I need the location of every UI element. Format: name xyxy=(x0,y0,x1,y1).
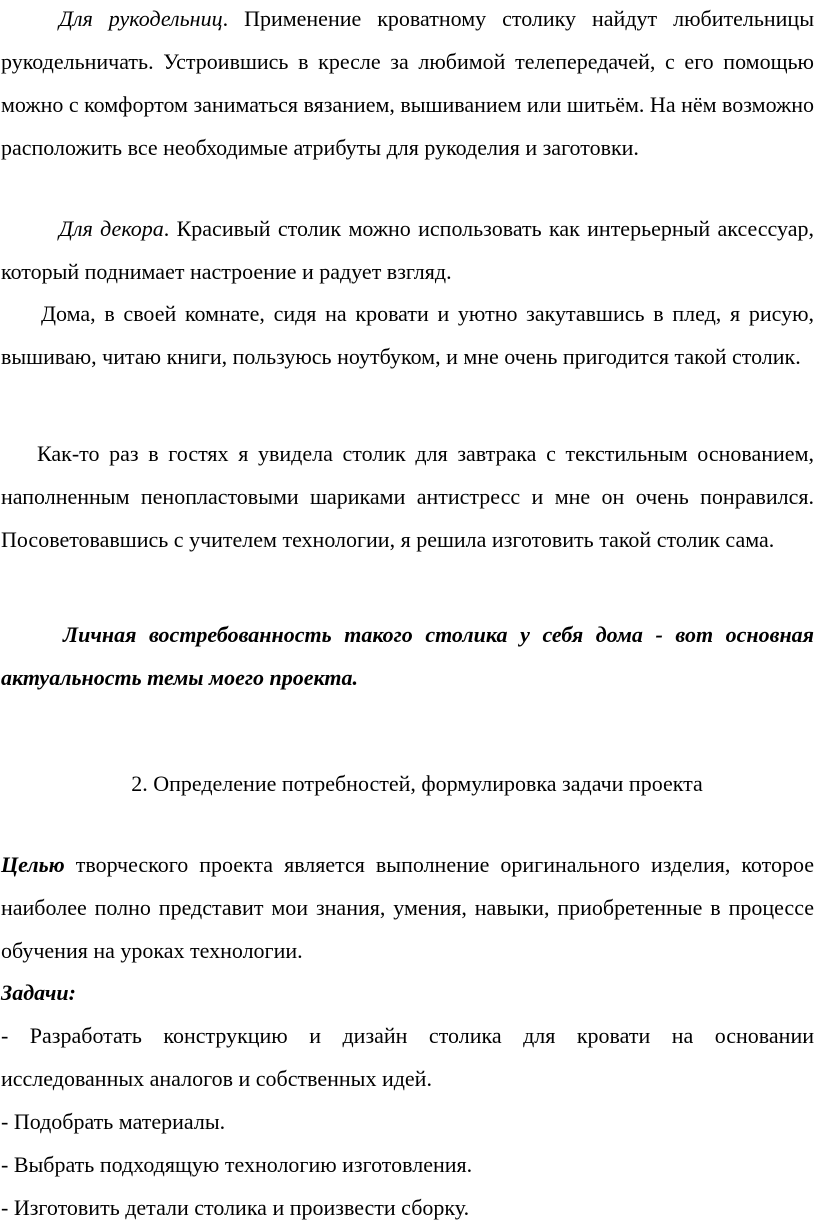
paragraph-lead: Для рукодельниц xyxy=(59,6,223,31)
paragraph-text: Личная востребованность такого столика у себя дома - вот основная актуальность темы моего проекта. xyxy=(1,622,814,690)
paragraph-text: Как-то раз в гостях я увидела столик для завтрака с текстильным основанием, наполненным пенопластовыми шариками антистресс и мне он очень понравился. Посоветовавшись с учителем технологии, я решила изготовить такой столик сама. xyxy=(1,441,814,552)
paragraph-text: творческого проекта является выполнение оригинального изделия, которое наиболее полно представит мои знания, умения, навыки, приобретенные в процессе обучения на уроках технологии. xyxy=(1,852,814,963)
paragraph-text: Дома, в своей комнате, сидя на кровати и уютно закутавшись в плед, я рисую, вышиваю, читаю книги, пользуюсь ноутбуком, и мне очень пригодится такой столик. xyxy=(1,301,814,369)
paragraph-text: . Красивый столик можно использовать как интерьерный аксессуар, который поднимает настроение и радует взгляд. xyxy=(1,216,814,284)
task-item: - Разработать конструкцию и дизайн столика для кровати на основании исследованных аналогов и собственных идей. xyxy=(1,1023,814,1091)
paragraph-lead: Для декора xyxy=(59,216,164,241)
paragraph-handicraft xyxy=(1,0,814,169)
paragraph-text: . Применение кроватному столику найдут любительницы рукодельничать. Устроившись в кресле за любимой телепередачей, с его помощью можно с комфортом заниматься вязанием, вышиванием или шитьём. На нём возможно расположить все необходимые атрибуты для рукоделия и заготовки. xyxy=(1,6,815,160)
task-item: - Изготовить детали столика и произвести сборку. xyxy=(1,1195,470,1220)
paragraph-visit xyxy=(1,432,814,561)
paragraph-decor xyxy=(1,207,814,293)
paragraph-relevance xyxy=(1,613,814,699)
section-heading: 2. Определение потребностей, формулировка задачи проекта xyxy=(131,771,703,796)
paragraph-lead: Целью xyxy=(1,852,65,877)
paragraph-home xyxy=(1,292,814,378)
task-item: - Подобрать материалы. xyxy=(1,1109,226,1134)
task-item: - Выбрать подходящую технологию изготовления. xyxy=(1,1152,473,1177)
paragraph-goal xyxy=(1,843,814,972)
tasks-label: Задачи: xyxy=(1,980,76,1005)
